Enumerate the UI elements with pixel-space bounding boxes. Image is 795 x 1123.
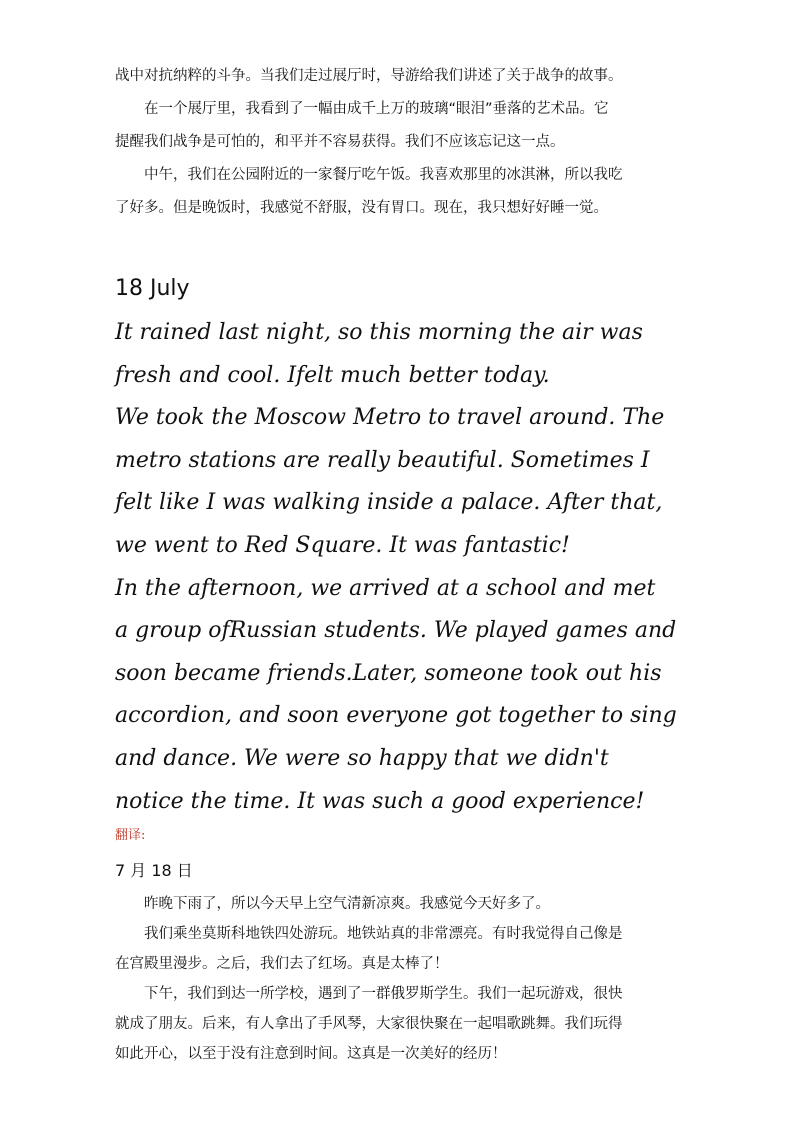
diary-date: 18 July (115, 276, 190, 301)
diary-line: fresh and cool. Ifelt much better today. (115, 362, 550, 388)
diary-line: felt like I was walking inside a palace. After that, (115, 490, 663, 516)
diary-line: a group ofRussian students. We played games and (115, 618, 677, 644)
translation-date: 7 月 18 日 (115, 861, 193, 880)
diary-line: accordion, and soon everyone got together to sing (115, 703, 677, 729)
diary-line: It rained last night, so this morning the air was (115, 320, 643, 345)
text-line: 战中对抗纳粹的斗争。当我们走过展厅时，导游给我们讲述了关于战争的故事。 (115, 68, 623, 84)
text-line: 中午，我们在公园附近的一家餐厅吃午饭。我喜欢那里的冰淇淋，所以我吃 (144, 167, 623, 183)
text-line: 在一个展厅里，我看到了一幅由成千上万的玻璃“眼泪”垂落的艺术品。它 (144, 101, 609, 117)
diary-line: soon became friends.Later, someone took out his (115, 660, 662, 686)
text-line: 提醒我们战争是可怕的，和平并不容易获得。我们不应该忘记这一点。 (115, 134, 565, 150)
translation-body (115, 889, 685, 1069)
text-line: 了好多。但是晚饭时，我感觉不舒服，没有胃口。现在，我只想好好睡一觉。 (115, 200, 608, 216)
diary-body (115, 312, 680, 823)
diary-line: we went to Red Square. It was fantastic! (115, 532, 570, 558)
diary-line: and dance. We were so happy that we didn't (115, 745, 609, 771)
text-line: 如此开心，以至于没有注意到时间。这真是一次美好的经历！ (115, 1046, 507, 1062)
text-line: 就成了朋友。后来，有人拿出了手风琴，大家很快聚在一起唱歌跳舞。我们玩得 (115, 1016, 623, 1032)
diary-line: We took the Moscow Metro to travel around. The (115, 405, 665, 431)
top-chinese-paragraphs (115, 60, 685, 225)
text-line: 在宫殿里漫步。之后，我们去了红场。真是太棒了！ (115, 956, 449, 972)
diary-line: notice the time. It was such a good experience! (115, 788, 645, 814)
diary-line: metro stations are really beautiful. Sometimes I (115, 447, 650, 473)
translation-label: 翻译: (115, 828, 146, 843)
text-line: 昨晚下雨了，所以今天早上空气清新凉爽。我感觉今天好多了。 (144, 896, 550, 912)
text-line: 我们乘坐莫斯科地铁四处游玩。地铁站真的非常漂亮。有时我觉得自己像是 (144, 926, 623, 942)
text-line: 下午，我们到达一所学校，遇到了一群俄罗斯学生。我们一起玩游戏，很快 (144, 986, 623, 1002)
diary-line: In the afternoon, we arrived at a school and met (115, 575, 656, 601)
